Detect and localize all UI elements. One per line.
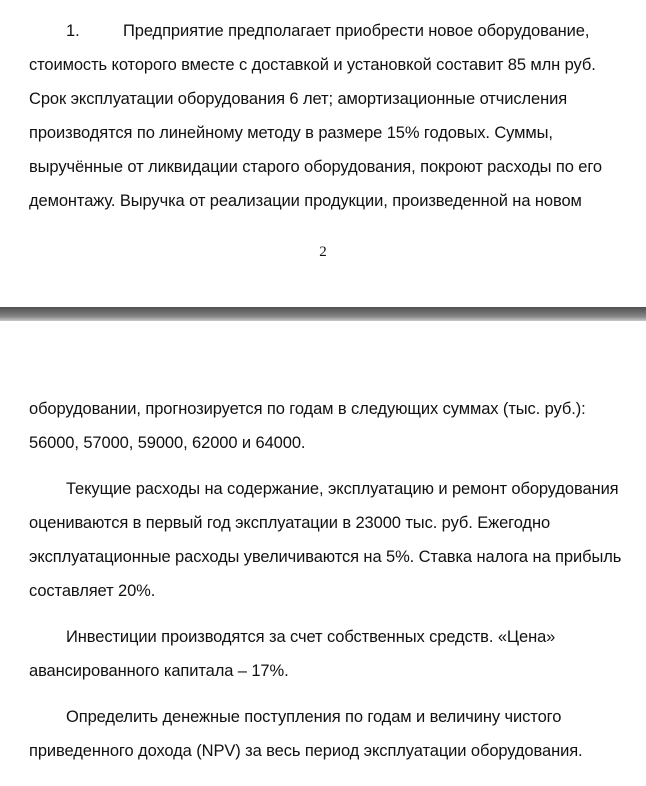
page-break [0,307,646,321]
paragraph-first-line: Определить денежные поступления по годам и величину чистого [66,708,562,726]
text-line: 56000, 57000, 59000, 62000 и 64000. [29,434,306,452]
text-line: стоимость которого вместе с доставкой и установкой составит 85 млн руб. [29,56,596,74]
paragraph-first-line: Инвестиции производятся за счет собственных средств. «Цена» [66,628,556,646]
text-line: выручённые от ликвидации старого оборудования, покроют расходы по его [29,158,603,176]
item-number: 1. [66,22,80,40]
page-number: 2 [319,244,327,260]
text-line: эксплуатационные расходы увеличиваются на 5%. Ставка налога на прибыль [29,548,622,566]
text-line: Предприятие предполагает приобрести новое оборудование, [123,22,590,40]
text-line: приведенного дохода (NPV) за весь период эксплуатации оборудования. [29,742,583,760]
text-line: производятся по линейному методу в размере 15% годовых. Суммы, [29,124,553,142]
text-line: Срок эксплуатации оборудования 6 лет; амортизационные отчисления [29,90,568,108]
text-line: оборудовании, прогнозируется по годам в следующих суммах (тыс. руб.): [29,400,586,418]
text-line: составляет 20%. [29,582,156,600]
text-line: авансированного капитала – 17%. [29,662,289,680]
paragraph-first-line: Текущие расходы на содержание, эксплуатацию и ремонт оборудования [66,480,619,498]
text-line: демонтажу. Выручка от реализации продукции, произведенной на новом [29,192,582,210]
text-line: оцениваются в первый год эксплуатации в 23000 тыс. руб. Ежегодно [29,514,551,532]
